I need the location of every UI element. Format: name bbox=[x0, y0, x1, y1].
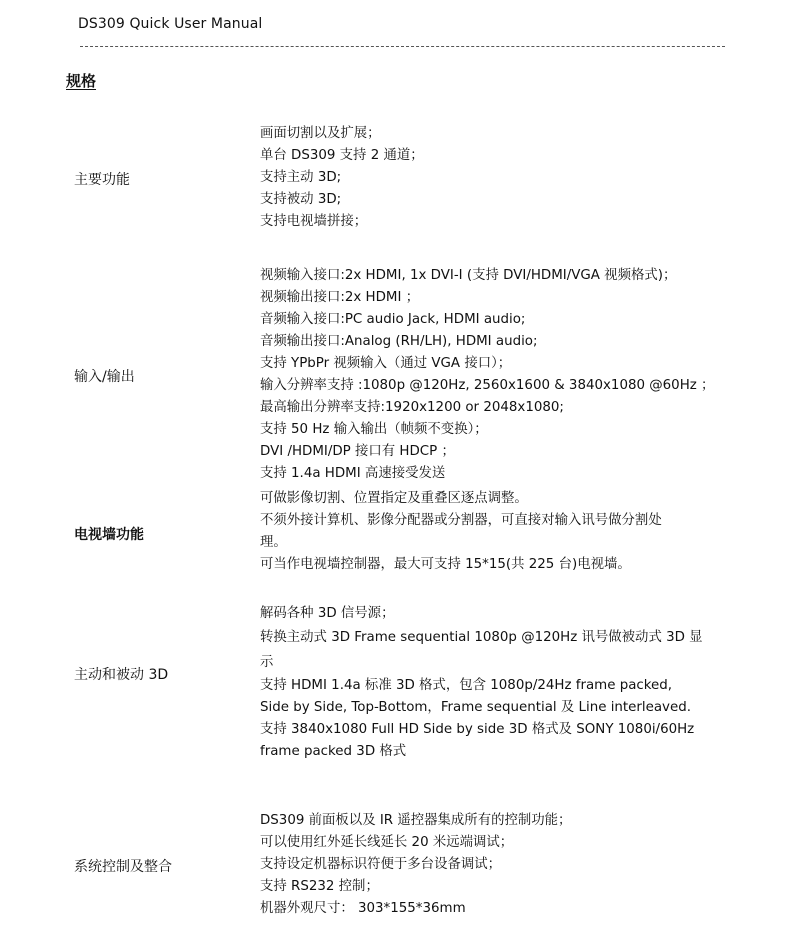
spec-line: 音频输出接口:Analog (RH/LH), HDMI audio; bbox=[260, 334, 538, 349]
spec-line: frame packed 3D 格式 bbox=[260, 744, 407, 759]
spec-line: 可以使用红外延长线延长 20 米远端调试； bbox=[260, 835, 514, 850]
spec-line: 单台 DS309 支持 2 通道； bbox=[260, 148, 424, 163]
spec-line: DS309 前面板以及 IR 遥控器集成所有的控制功能； bbox=[260, 813, 572, 828]
spec-content-system-control bbox=[260, 810, 760, 920]
spec-line: DVI /HDMI/DP 接口有 HDCP ； bbox=[260, 444, 455, 459]
spec-line: 支持 YPbPr 视频输入（通过 VGA 接口）； bbox=[260, 356, 512, 371]
spec-content-io bbox=[260, 265, 760, 485]
spec-line: 不须外接计算机、影像分配器或分割器，可直接对输入讯号做分割处 bbox=[260, 513, 662, 528]
spec-line: 支持 1.4a HDMI 高速接受发送 bbox=[260, 466, 446, 481]
spec-line: 支持 50 Hz 输入输出（帧频不变换）； bbox=[260, 422, 488, 437]
spec-line: 支持被动 3D; bbox=[260, 192, 342, 207]
spec-content-video-wall bbox=[260, 488, 760, 576]
spec-content-main-features bbox=[260, 123, 760, 233]
spec-line: 机器外观尺寸： 303*155*36mm bbox=[260, 901, 466, 916]
spec-label-3d: 主动和被动 3D bbox=[74, 667, 169, 683]
spec-label-video-wall: 电视墙功能 bbox=[74, 527, 144, 543]
spec-line: 支持 RS232 控制； bbox=[260, 879, 379, 894]
spec-line: 解码各种 3D 信号源； bbox=[260, 606, 395, 621]
spec-label-main-features: 主要功能 bbox=[74, 172, 130, 188]
spec-line: Side by Side, Top-Bottom，Frame sequential 及 Line interleaved. bbox=[260, 700, 691, 715]
spec-label-system-control: 系统控制及整合 bbox=[74, 859, 172, 875]
spec-line: 输入分辨率支持 :1080p @120Hz, 2560x1600 & 3840x1080 @60Hz ； bbox=[260, 378, 715, 393]
spec-line: 理。 bbox=[260, 535, 287, 550]
spec-line: 视频输入接口:2x HDMI, 1x DVI-I (支持 DVI/HDMI/VGA 视频格式)； bbox=[260, 268, 677, 283]
running-header: DS309 Quick User Manual bbox=[78, 16, 263, 32]
spec-line: 视频输出接口:2x HDMI ； bbox=[260, 290, 420, 305]
spec-line: 示 bbox=[260, 655, 274, 670]
spec-line: 最高输出分辨率支持:1920x1200 or 2048x1080; bbox=[260, 400, 564, 415]
spec-line: 可当作电视墙控制器，最大可支持 15*15(共 225 台)电视墙。 bbox=[260, 557, 631, 572]
spec-line: 音频输入接口:PC audio Jack, HDMI audio; bbox=[260, 312, 526, 327]
spec-content-3d bbox=[260, 603, 760, 763]
spec-line: 支持电视墙拼接； bbox=[260, 214, 368, 229]
spec-line: 转换主动式 3D Frame sequential 1080p @120Hz 讯号做被动式 3D 显 bbox=[260, 630, 703, 645]
spec-line: 支持 3840x1080 Full HD Side by side 3D 格式及 SONY 1080i/60Hz bbox=[260, 722, 695, 737]
spec-line: 支持 HDMI 1.4a 标准 3D 格式，包含 1080p/24Hz frame packed, bbox=[260, 678, 673, 693]
spec-line: 支持主动 3D; bbox=[260, 170, 342, 185]
spec-line: 画面切割以及扩展； bbox=[260, 126, 381, 141]
spec-line: 可做影像切割、位置指定及重叠区逐点调整。 bbox=[260, 491, 528, 506]
spec-label-io: 输入/输出 bbox=[74, 369, 135, 385]
header-divider bbox=[80, 46, 725, 47]
spec-line: 支持设定机器标识符便于多台设备调试； bbox=[260, 857, 502, 872]
section-title: 规格 bbox=[66, 72, 97, 90]
